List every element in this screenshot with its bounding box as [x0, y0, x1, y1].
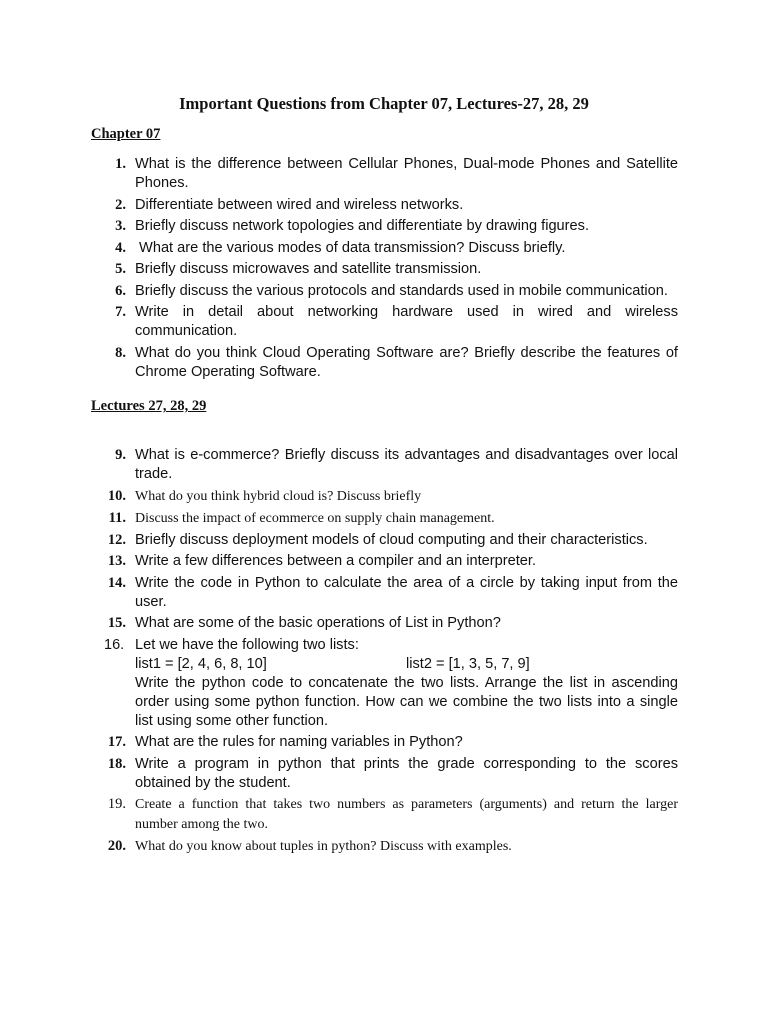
list-item	[0, 509, 678, 529]
question-number: 10.	[107, 487, 126, 504]
list2-code: list2 = [1, 3, 5, 7, 9]	[406, 655, 530, 672]
list-item	[0, 733, 678, 752]
list-item	[0, 155, 678, 193]
question-number: 13.	[107, 553, 126, 569]
question-number: 12.	[107, 531, 126, 548]
question-list-chapter	[0, 155, 768, 384]
question-text: Differentiate between wired and wireless networks.	[135, 196, 464, 213]
question-text: What are some of the basic operations of List in Python?	[135, 615, 501, 631]
question-text: Write the code in Python to calculate the area of a circle by taking input from the user.	[135, 574, 678, 610]
question-number: 14.	[107, 574, 126, 591]
list-item	[0, 574, 678, 612]
list-item	[0, 795, 678, 834]
question-text: What is e-commerce? Briefly discuss its advantages and disadvantages over local trade.	[135, 447, 678, 482]
list-item	[0, 217, 678, 236]
question-number: 4.	[115, 239, 126, 256]
question-text: Write a program in python that prints the grade corresponding to the scores obtained by the student.	[135, 755, 678, 791]
question-text: Write in detail about networking hardware used in wired and wireless communication.	[135, 304, 678, 339]
list-item	[0, 196, 678, 215]
question-text: What do you think Cloud Operating Software are? Briefly describe the features of Chrome Operating Software.	[135, 344, 678, 380]
question-text: Briefly discuss network topologies and differentiate by drawing figures.	[135, 218, 590, 234]
question-text: Briefly discuss deployment models of cloud computing and their characteristics.	[135, 531, 648, 548]
question-text: What do you think hybrid cloud is? Discuss briefly	[135, 488, 422, 504]
question-text: Discuss the impact of ecommerce on supply chain management.	[135, 510, 495, 526]
list1-code: list1 = [2, 4, 6, 8, 10]	[135, 655, 267, 672]
question-list-lectures	[0, 446, 768, 859]
list-item	[0, 446, 678, 484]
question-text: What are the various modes of data transmission? Discuss briefly.	[135, 239, 566, 256]
list-item	[0, 239, 678, 258]
question-number: 20.	[107, 837, 126, 854]
question-text: Write a few differences between a compiler and an interpreter.	[135, 553, 537, 569]
section-heading-lectures: Lectures 27, 28, 29	[91, 398, 207, 414]
list-item	[0, 487, 678, 507]
list-item	[0, 531, 678, 550]
list-item	[0, 837, 678, 857]
question-text: Create a function that takes two numbers as parameters (arguments) and return the larger number among the two.	[135, 797, 678, 832]
question-number: 8.	[115, 344, 126, 361]
lists-line	[135, 655, 678, 674]
question-number: 2.	[115, 196, 126, 213]
list-item	[0, 344, 678, 382]
question-text-continued: Write the python code to concatenate the two lists. Arrange the list in ascending order using some python function. How can we combine the two lists into a single list using some other function.	[135, 674, 678, 729]
list-item	[0, 282, 678, 301]
question-number: 16.	[104, 636, 125, 653]
question-text: What do you know about tuples in python? Discuss with examples.	[135, 838, 512, 854]
question-number: 5.	[115, 261, 126, 277]
question-number: 19.	[107, 796, 126, 812]
question-number: 7.	[115, 304, 126, 320]
question-number: 18.	[107, 755, 126, 772]
list-item	[0, 614, 678, 633]
question-text: Let we have the following two lists:	[135, 636, 359, 653]
question-number: 9.	[115, 447, 126, 463]
question-number: 17.	[107, 734, 126, 750]
list-item	[0, 636, 678, 731]
question-text: Briefly discuss microwaves and satellite transmission.	[135, 261, 482, 277]
list-item	[0, 303, 678, 341]
question-number: 11.	[108, 509, 126, 526]
question-number: 15.	[107, 615, 126, 631]
section-heading-chapter: Chapter 07	[91, 126, 161, 142]
page-title: Important Questions from Chapter 07, Lectures-27, 28, 29	[179, 94, 589, 113]
list-item	[0, 755, 678, 793]
question-text: What is the difference between Cellular Phones, Dual-mode Phones and Satellite Phones.	[135, 156, 678, 191]
question-number: 1.	[115, 156, 126, 172]
list-item	[0, 552, 678, 571]
question-text: What are the rules for naming variables in Python?	[135, 734, 463, 750]
list-item	[0, 260, 678, 279]
question-text: Briefly discuss the various protocols and standards used in mobile communication.	[135, 282, 668, 299]
question-number: 3.	[115, 218, 126, 234]
question-number: 6.	[115, 282, 126, 299]
